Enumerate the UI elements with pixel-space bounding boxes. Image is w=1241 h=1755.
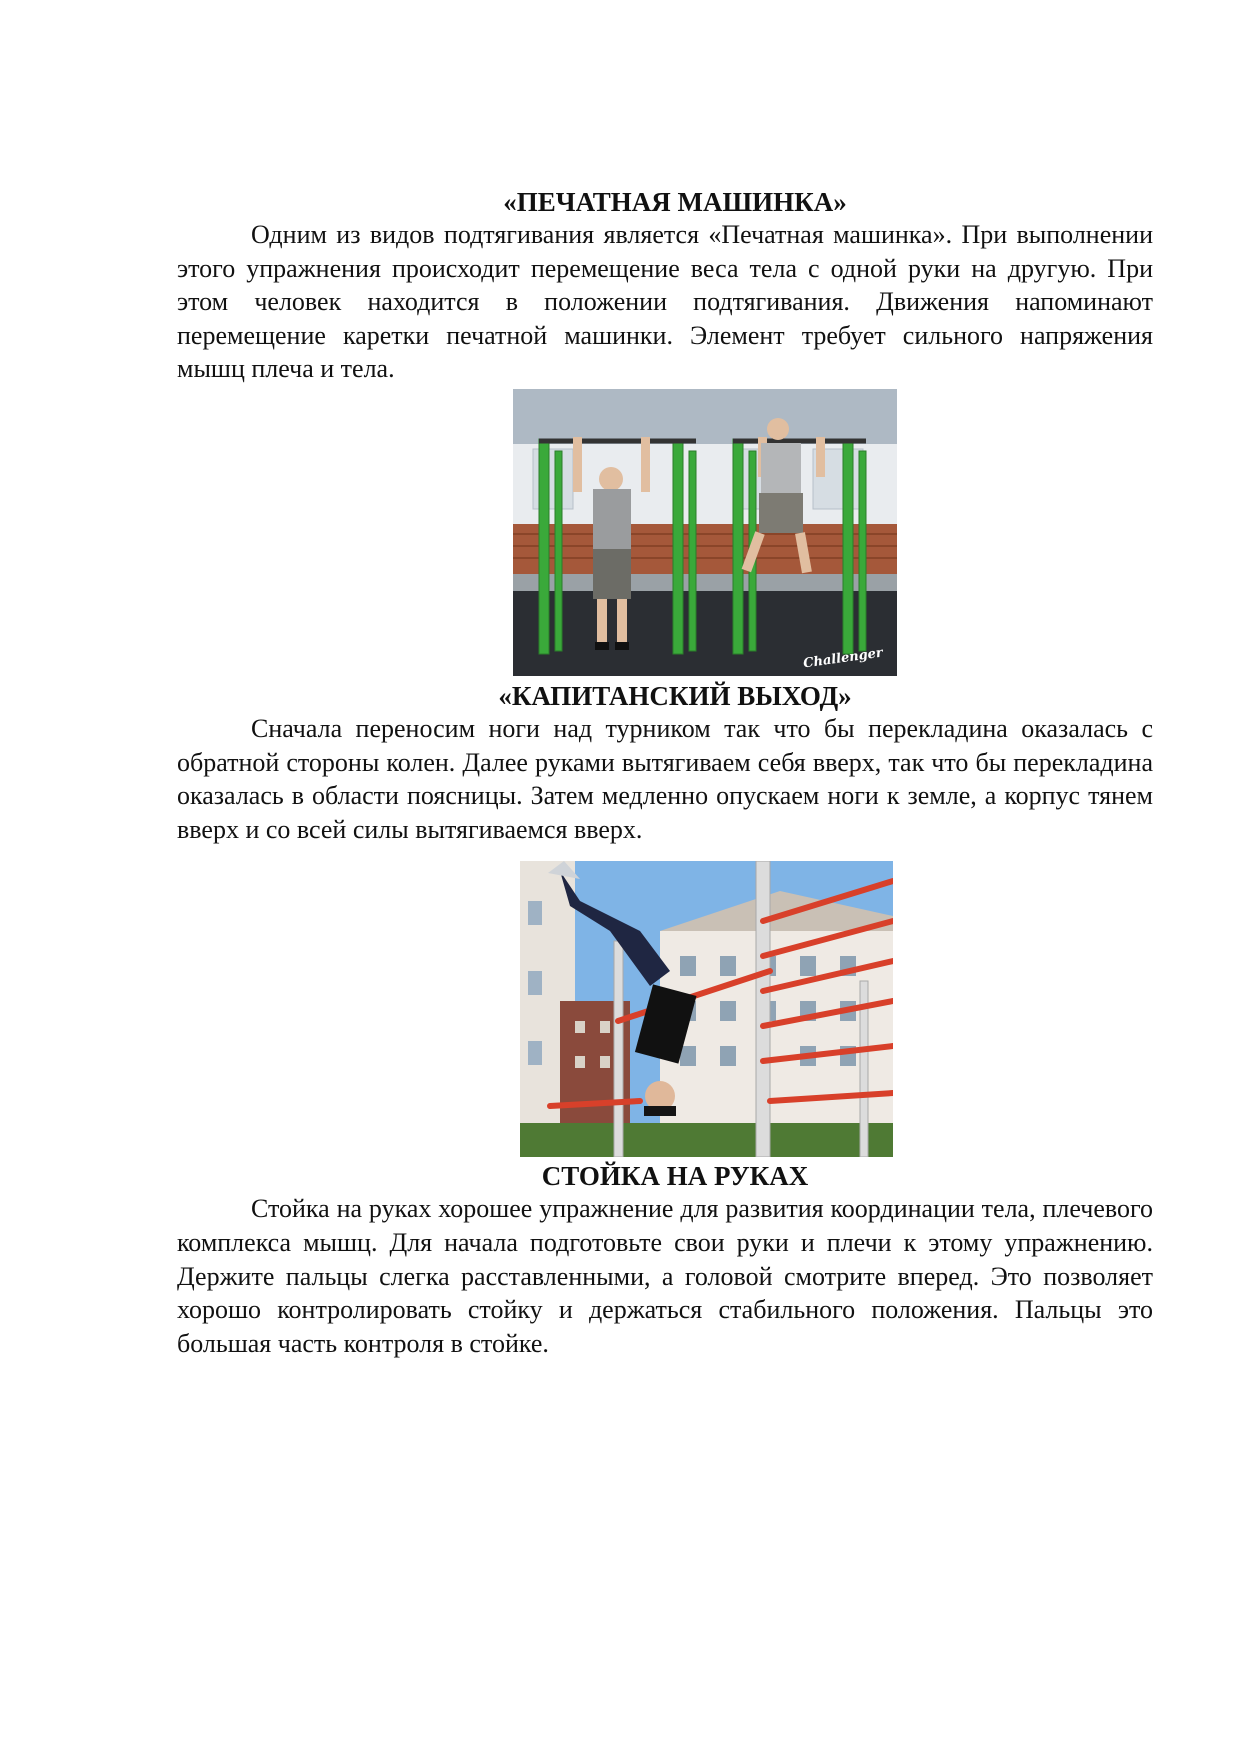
heading-typewriter: «ПЕЧАТНАЯ МАШИНКА» [503, 187, 847, 217]
paragraph-typewriter: Одним из видов подтягивания является «Печатная машинка». При выполнении этого упражнения происходит перемещение веса тела с одной руки на другую. При этом человек находится в положении подтягивания. Движения напоминают перемещение каретки печатной машинки. Элемент требует сильного напряжения мышц плеча и тела. [177, 220, 1153, 384]
photo-captain-exit [520, 861, 893, 1157]
document-page [177, 186, 1153, 1360]
challenger-logo: Challenger [802, 645, 884, 672]
paragraph-handstand: Стойка на руках хорошее упражнение для развития координации тела, плечевого комплекса мышц. Для начала подготовьте свои руки и плечи к этому упражнению. Держите пальцы слегка расставленными, а головой смотрите вперед. Это позволяет хорошо контролировать стойку и держаться стабильного положения. Пальцы это большая часть контроля в стойке. [177, 1194, 1153, 1358]
heading-handstand: СТОЙКА НА РУКАХ [541, 1161, 809, 1192]
photo-typewriter-pullups [513, 389, 897, 676]
heading-captain-exit: «КАПИТАНСКИЙ ВЫХОД» [498, 680, 852, 711]
paragraph-captain-exit: Сначала переносим ноги над турником так что бы перекладина оказалась с обратной стороны колен. Далее руками вытягиваем себя вверх, так что бы перекладина оказалась в области поясницы. Затем медленно опускаем ноги к земле, а корпус тянем вверх и со всей силы вытягиваемся вверх. [177, 713, 1153, 844]
